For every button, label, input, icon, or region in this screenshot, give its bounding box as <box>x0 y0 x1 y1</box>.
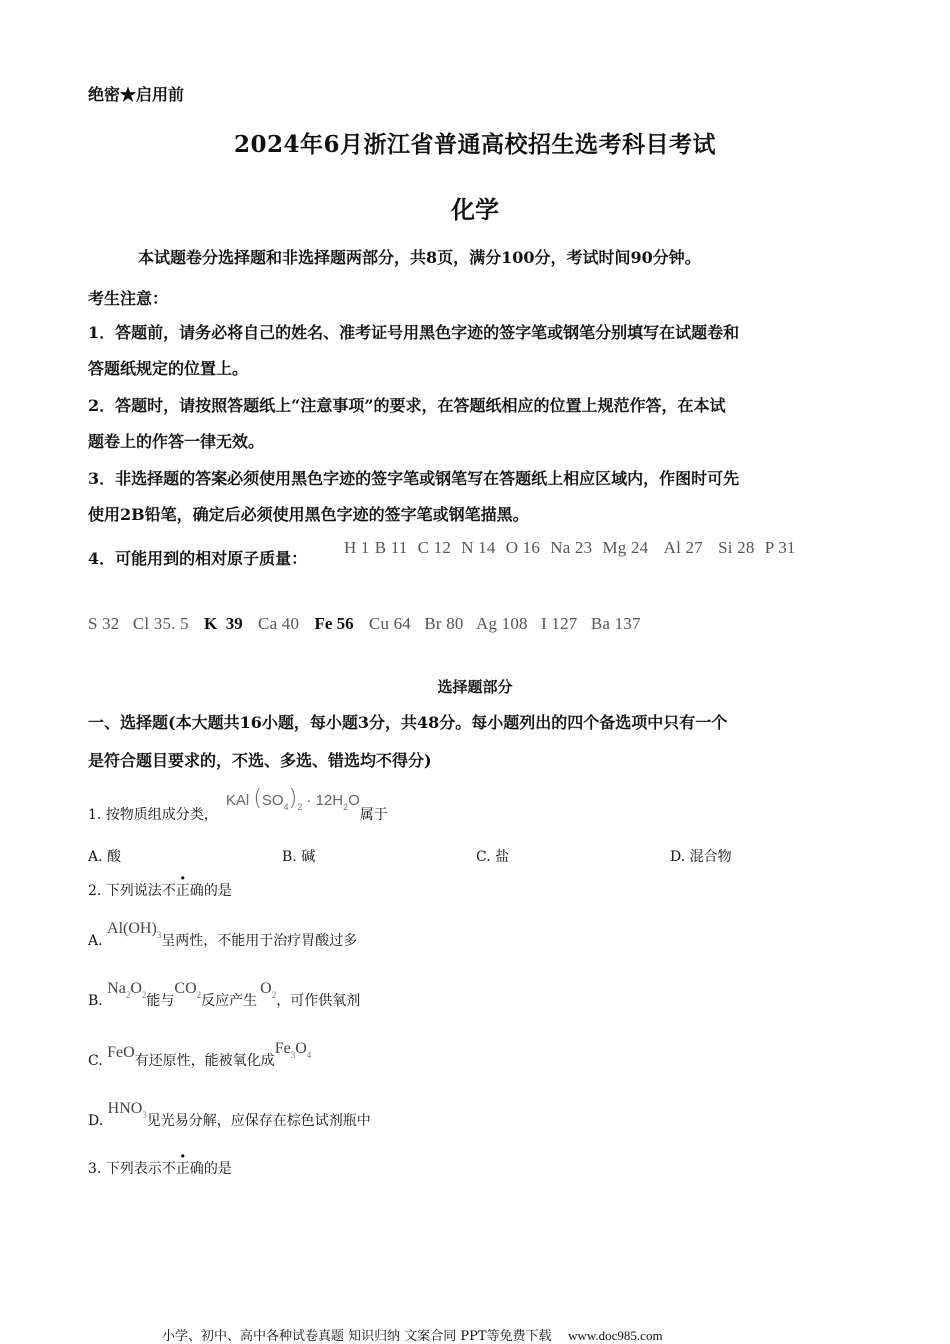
q2-c-sub2: 4 <box>306 1050 312 1060</box>
mass-c: C 12 <box>417 538 452 557</box>
exam-title: 2024年6月浙江省普通高校招生选考科目考试 <box>233 131 717 158</box>
q2-d-hno: HNO <box>107 1100 143 1117</box>
q2-b-formula-o2 <box>260 980 277 1000</box>
mass-fe: Fe 56 <box>314 614 354 633</box>
q1-paren-close: ) <box>288 786 298 811</box>
note-3-line-2: 使用2B铅笔，确定后必须使用黑色字迹的签字笔或钢笔描黑。 <box>88 505 529 524</box>
q2-c-formula-fe3o4 <box>274 1040 312 1060</box>
q2-a-formula-sub: 3 <box>156 930 162 940</box>
q2-c-text1: 有还原性，能被氧化成 <box>134 1053 275 1069</box>
footer-bar <box>162 1325 663 1344</box>
q2-b-label: B. <box>88 993 103 1009</box>
mass-ca: Ca 40 <box>258 614 300 633</box>
q1-formula-kal: KAl <box>225 792 250 809</box>
q2-b-formula-na2o2 <box>107 980 147 1000</box>
mass-k: K 39 <box>204 614 243 633</box>
mass-cu-ba: Cu 64 Br 80 Ag 108 I 127 Ba 137 <box>368 614 641 633</box>
q2-b-formula-co2 <box>174 980 202 1000</box>
subject-title: 化学 <box>451 195 499 224</box>
mass-si: Si 28 <box>718 538 755 557</box>
note-4-label: 4．可能用到的相对原子质量： <box>88 549 308 568</box>
footer-text: 小学、初中、高中各种试卷真题 知识归纳 文案合同 PPT等免费下载 <box>162 1329 552 1344</box>
q2-b-o2: O <box>260 980 272 997</box>
question-3-stem <box>88 1158 232 1178</box>
q2-b-co: CO <box>174 980 197 997</box>
note-3-line-1: 3．非选择题的答案必须使用黑色字迹的签字笔或钢笔写在答题纸上相应区域内，作图时可先 <box>88 469 740 488</box>
q2-b-text1: 能与 <box>146 993 175 1009</box>
q1-formula-sub2: 2 <box>297 802 303 812</box>
q2-option-d <box>88 1100 371 1130</box>
q2-b-o: O <box>130 980 142 997</box>
mass-b: B 11 <box>374 538 408 557</box>
note-1-line-1: 1．答题前，请务必将自己的姓名、准考证号用黑色字迹的签字笔或钢笔分别填写在试题卷和 <box>88 323 740 342</box>
q1-formula-12h: · 12H <box>306 792 344 809</box>
section-instructions-line-2: 是符合题目要求的，不选、多选、错选均不得分) <box>88 751 432 770</box>
mass-p: P 31 <box>764 538 796 557</box>
section-title: 选择题部分 <box>437 678 513 696</box>
mass-na: Na 23 <box>550 538 593 557</box>
q3-stem-b: 的是 <box>203 1161 232 1177</box>
q2-b-text2: 反应产生 <box>201 993 258 1009</box>
q2-b-text3: ，可作供氧剂 <box>276 993 361 1009</box>
mass-al: Al 27 <box>663 538 703 557</box>
atomic-masses-row-2 <box>88 614 641 634</box>
q2-b-sub4: 2 <box>271 990 277 1000</box>
question-2-stem <box>88 880 232 900</box>
q1-option-a: A. 酸 <box>88 849 122 865</box>
q1-formula-sub2b: 2 <box>343 802 349 812</box>
q2-c-fe: Fe <box>274 1040 291 1057</box>
mass-s-cl: S 32 Cl 35. 5 <box>88 614 189 633</box>
q2-d-sub: 3 <box>142 1110 147 1120</box>
mass-h: H 1 <box>344 538 370 557</box>
footer-link[interactable]: www.doc985.com <box>568 1328 663 1343</box>
q3-emphasis: 不正确 <box>161 1161 204 1177</box>
q2-d-text: 见光易分解，应保存在棕色试剂瓶中 <box>146 1113 371 1129</box>
section-instructions-line-1: 一、选择题(本大题共16小题，每小题3分，共48分。每小题列出的四个备选项中只有一个 <box>88 713 728 732</box>
q2-b-sub3: 2 <box>196 990 202 1000</box>
q2-stem-b: 的是 <box>203 883 232 899</box>
q1-stem-prefix: 1. 按物质组成分类， <box>88 807 218 823</box>
note-2-line-2: 题卷上的作答一律无效。 <box>88 432 265 451</box>
q2-d-label: D. <box>88 1113 104 1129</box>
q2-b-sub1: 2 <box>125 990 131 1000</box>
q1-formula-o: O <box>348 792 360 809</box>
q2-c-o: O <box>295 1040 307 1057</box>
q2-option-a <box>88 920 358 950</box>
q2-option-b <box>88 980 361 1010</box>
intro-text: 本试题卷分选择题和非选择题两部分，共8页，满分100分，考试时间90分钟。 <box>138 248 701 267</box>
q2-c-feo: FeO <box>107 1044 135 1061</box>
q1-formula <box>226 786 360 811</box>
q1-option-b: B. 碱 <box>282 849 316 865</box>
q3-stem-a: 3. 下列表示 <box>88 1161 162 1177</box>
q1-paren-open: ( <box>253 786 262 811</box>
mass-n: N 14 <box>461 538 496 557</box>
q2-d-formula <box>107 1100 147 1120</box>
q1-option-d: D. 混合物 <box>670 849 732 865</box>
mass-o: O 16 <box>505 538 541 557</box>
secret-label: 绝密★启用前 <box>88 85 185 104</box>
q2-c-sub1: 3 <box>290 1050 296 1060</box>
q2-a-text: 呈两性，不能用于治疗胃酸过多 <box>161 933 358 949</box>
q1-stem-suffix: 属于 <box>359 807 388 823</box>
q1-formula-so: SO <box>261 792 284 809</box>
notes-heading: 考生注意： <box>88 289 169 308</box>
mass-mg: Mg 24 <box>602 538 649 557</box>
atomic-masses-row-1 <box>344 538 796 558</box>
q2-b-na: Na <box>107 980 126 997</box>
q1-formula-sub4: 4 <box>283 802 289 812</box>
q2-a-formula-main: Al(OH) <box>107 920 157 937</box>
q2-a-label: A. <box>88 933 103 949</box>
question-1-stem <box>88 786 388 825</box>
q2-a-formula <box>107 920 162 940</box>
q2-b-sub2: 2 <box>141 990 147 1000</box>
note-1-line-2: 答题纸规定的位置上。 <box>88 359 249 378</box>
q2-c-label: C. <box>88 1053 103 1069</box>
note-2-line-1: 2．答题时，请按照答题纸上“注意事项”的要求，在答题纸相应的位置上规范作答，在本试 <box>88 396 726 415</box>
q1-option-c: C. 盐 <box>476 849 510 865</box>
q2-emphasis: 不正确 <box>161 883 204 899</box>
q2-stem-a: 2. 下列说法 <box>88 883 162 899</box>
q2-option-c <box>88 1040 312 1070</box>
